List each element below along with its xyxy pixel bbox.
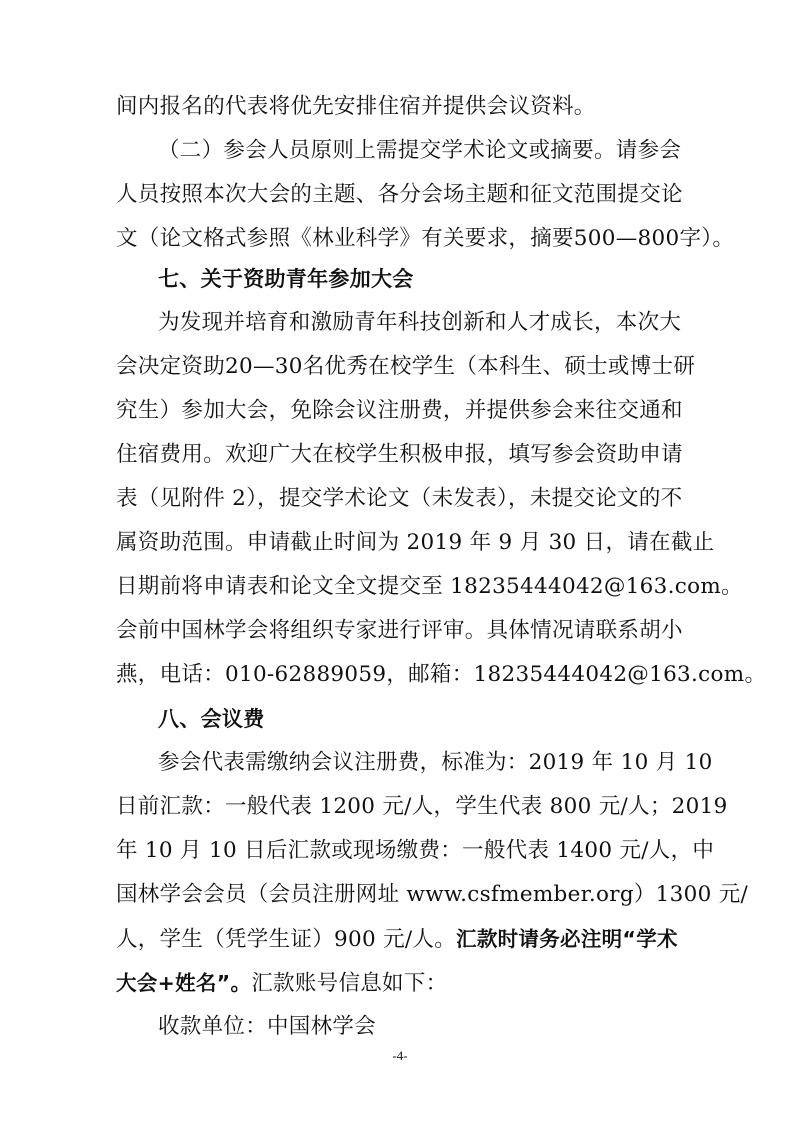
paragraph-line: 人员按照本次大会的主题、各分会场主题和征文范围提交论 [116, 182, 683, 207]
paragraph-line-mixed [116, 924, 696, 954]
paragraph-line: 日前汇款：一般代表 1200 元/人，学生代表 800 元/人；2019 [116, 794, 728, 819]
paragraph-line: 参会代表需缴纳会议注册费，标准为：2019 年 10 月 10 [158, 750, 713, 775]
paragraph-line: 国林学会会员（会员注册网址 www.csfmember.org）1300 元/ [116, 882, 749, 907]
paragraph-line: 会决定资助20—30名优秀在校学生（本科生、硕士或博士研 [116, 354, 696, 379]
paragraph-line: 会前中国林学会将组织专家进行评审。具体情况请联系胡小 [116, 618, 683, 643]
paragraph-line: 住宿费用。欢迎广大在校学生积极申报，填写参会资助申请 [116, 442, 683, 467]
paragraph-line: 属资助范围。申请截止时间为 2019 年 9 月 30 日，请在截止 [116, 530, 715, 555]
section-heading-eight: 八、会议费 [158, 707, 265, 731]
remittance-note-bold: 汇款时请务必注明“学术 [456, 927, 678, 951]
paragraph-line: 究生）参加大会，免除会议注册费，并提供参会来往交通和 [116, 398, 683, 423]
paragraph-line: 间内报名的代表将优先安排住宿并提供会议资料。 [116, 94, 596, 119]
paragraph-line: 收款单位：中国林学会 [158, 1014, 377, 1039]
paragraph-line: 燕，电话：010-62889059，邮箱：18235444042@163.com。 [116, 662, 767, 687]
line-plain-text: 人，学生（凭学生证）900 元/人。 [116, 927, 457, 952]
paragraph-line: 年 10 月 10 日后汇款或现场缴费：一般代表 1400 元/人，中 [116, 838, 715, 863]
section-heading-seven: 七、关于资助青年参加大会 [158, 267, 414, 291]
paragraph-line: 表（见附件 2），提交学术论文（未发表），未提交论文的不 [116, 486, 683, 511]
paragraph-line: 文（论文格式参照《林业科学》有关要求，摘要500—800字）。 [116, 226, 735, 251]
remittance-note-bold: 大会+姓名”。 [116, 971, 252, 995]
line-plain-text: 汇款账号信息如下： [251, 971, 448, 996]
paragraph-line-mixed [116, 968, 696, 998]
paragraph-line: （二）参会人员原则上需提交学术论文或摘要。请参会 [158, 138, 682, 163]
paragraph-line: 为发现并培育和激励青年科技创新和人才成长，本次大 [158, 310, 682, 335]
page-number: -4- [392, 1048, 408, 1063]
paragraph-line: 日期前将申请表和论文全文提交至 18235444042@163.com。 [116, 574, 743, 599]
